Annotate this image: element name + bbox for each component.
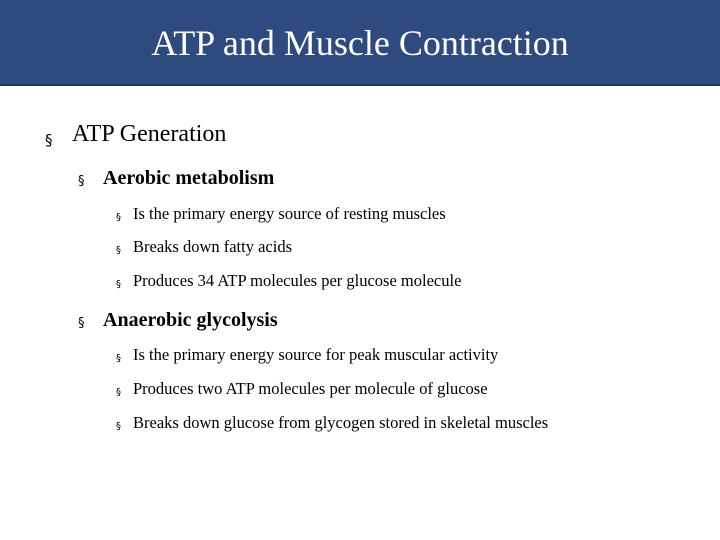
bullet-text: Is the primary energy source for peak muscular activity	[133, 345, 499, 364]
slide-title: ATP and Muscle Contraction	[151, 23, 569, 63]
bullet-marker-icon: §	[78, 316, 85, 331]
bullet-atp-generation	[45, 119, 227, 149]
bullet-anaerobic-glycolysis	[78, 307, 278, 333]
bullet-marker-icon: §	[116, 421, 121, 432]
bullet-point	[116, 378, 488, 400]
bullet-marker-icon: §	[116, 245, 121, 256]
bullet-point	[116, 270, 462, 292]
bullet-text: Breaks down glucose from glycogen stored in skeletal muscles	[133, 413, 549, 432]
bullet-point	[116, 344, 499, 366]
bullet-text: Breaks down fatty acids	[133, 237, 292, 256]
bullet-text: Anaerobic glycolysis	[103, 309, 278, 331]
bullet-marker-icon: §	[116, 353, 121, 364]
bullet-text: Aerobic metabolism	[103, 167, 275, 189]
title-bar	[0, 0, 720, 86]
bullet-aerobic-metabolism	[78, 165, 275, 191]
bullet-marker-icon: §	[116, 279, 121, 290]
bullet-text: Produces two ATP molecules per molecule of glucose	[133, 379, 488, 398]
bullet-marker-icon: §	[45, 131, 53, 149]
bullet-marker-icon: §	[78, 174, 85, 189]
bullet-point	[116, 236, 292, 258]
bullet-text: ATP Generation	[72, 121, 227, 147]
bullet-marker-icon: §	[116, 212, 121, 223]
bullet-point	[116, 203, 446, 225]
bullet-text: Is the primary energy source of resting muscles	[133, 204, 446, 223]
bullet-point	[116, 412, 549, 434]
bullet-text: Produces 34 ATP molecules per glucose molecule	[133, 271, 462, 290]
bullet-marker-icon: §	[116, 387, 121, 398]
